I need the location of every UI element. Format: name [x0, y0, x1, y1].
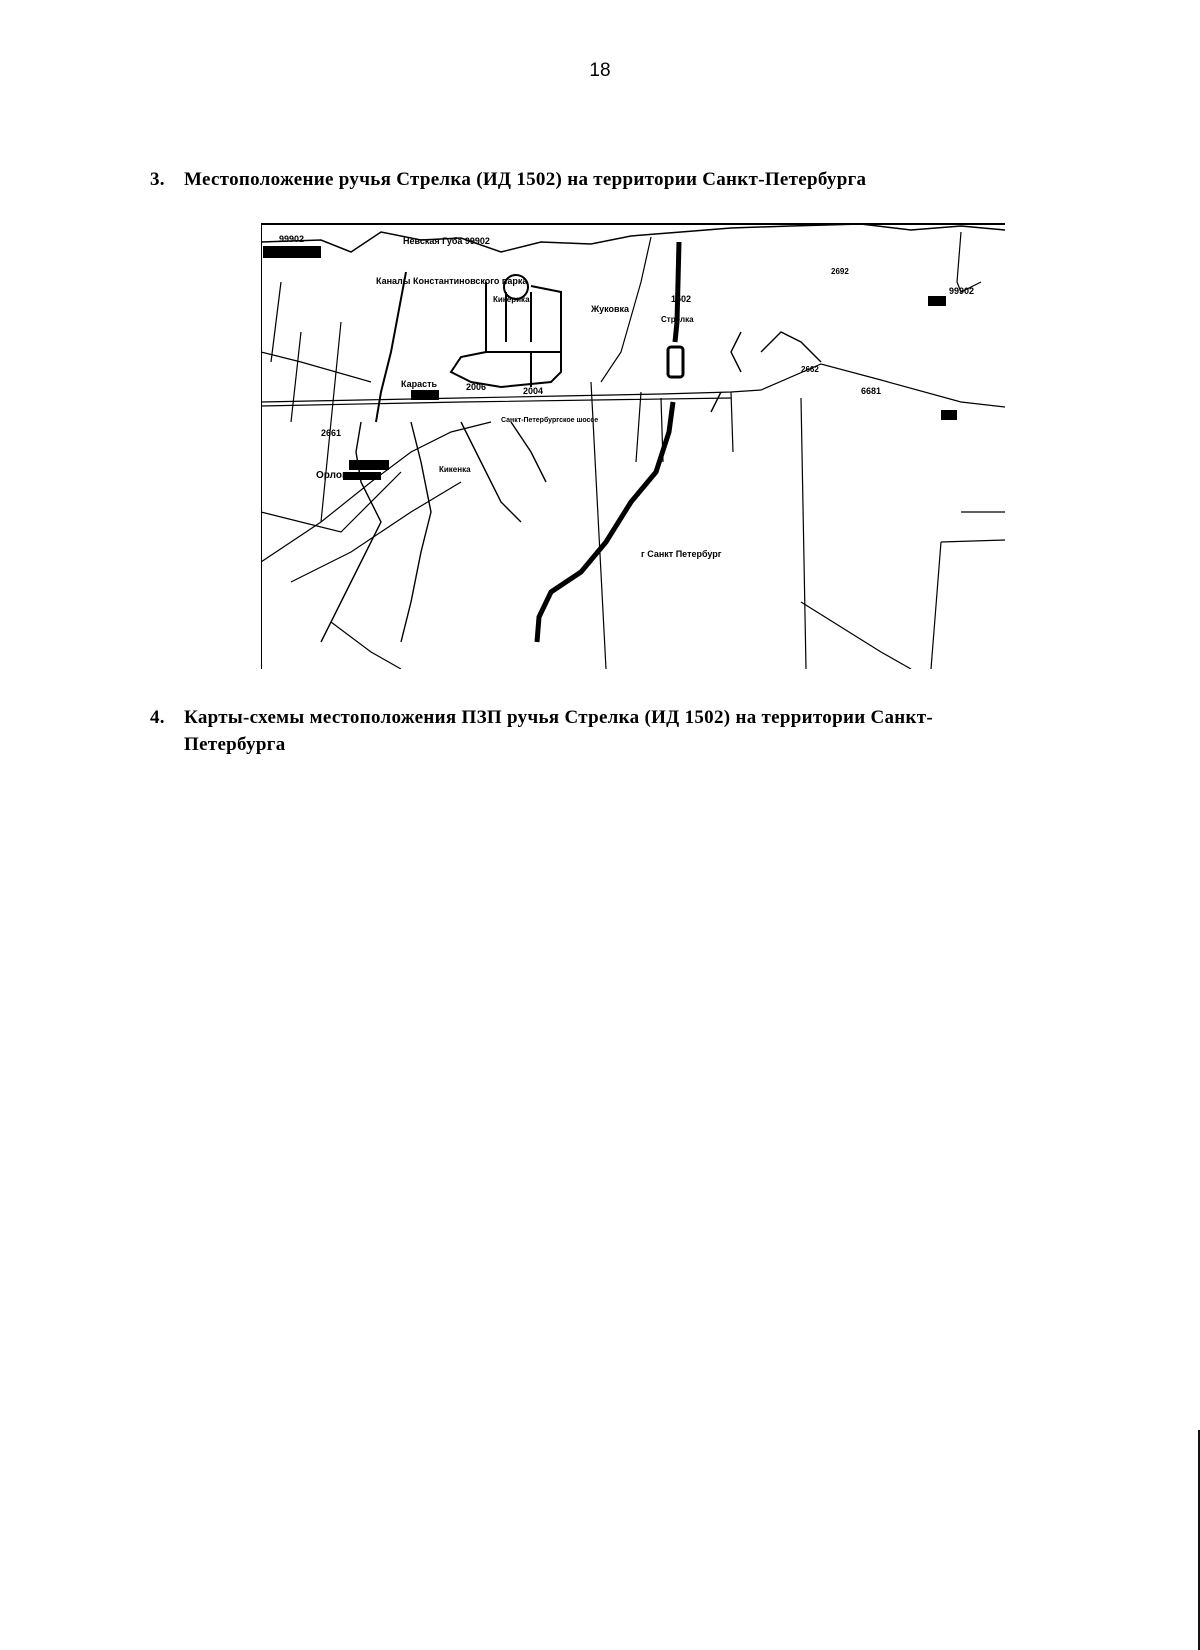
- map-label-code-2661: 2661: [321, 428, 342, 438]
- map-label-code-2692: 2692: [831, 267, 849, 276]
- section-3-title: Местоположение ручья Стрелка (ИД 1502) на территории Санкт-Петербурга: [184, 169, 867, 190]
- map-label-code-99902-left: 99902: [279, 234, 305, 244]
- section-3-number: 3.: [150, 169, 165, 190]
- map-label-zhukovka: Жуковка: [591, 304, 630, 314]
- map-frame: [261, 224, 1005, 669]
- map-label-karasta: Карасть: [401, 379, 438, 389]
- map-label-highway: Санкт-Петербургское шоссе: [501, 417, 599, 424]
- section-4-title-line2: Петербурга: [184, 734, 286, 755]
- map-label-kivupa: Кикерика: [493, 295, 530, 304]
- map-label-kikenka: Кикенка: [439, 465, 471, 474]
- coastline: [261, 224, 1005, 252]
- strelka-pond: [668, 347, 683, 377]
- roads: [261, 232, 1005, 669]
- map-drawing: [261, 222, 1005, 669]
- map-label-code-6681: 6681: [861, 386, 882, 396]
- map-label-code-99902-right: 99902: [949, 286, 975, 296]
- section-4-number: 4.: [150, 707, 165, 728]
- map-label-canals: Каналы Константиновского парка: [376, 276, 528, 286]
- map-label-code-2006: 2006: [466, 382, 487, 392]
- neva-bay-patch: [263, 246, 321, 258]
- section-4-title-line1: Карты-схемы местоположения ПЗП ручья Стрелка (ИД 1502) на территории Санкт-: [184, 707, 934, 728]
- map-label-strelka: Стрелка: [661, 315, 694, 324]
- map-label-city: г Санкт Петербург: [641, 549, 722, 559]
- map-label-code-2662: 2662: [801, 365, 819, 374]
- section-4-heading: [150, 704, 1150, 758]
- map-label-orlovka: Орловка: [316, 470, 359, 481]
- section-3-heading: [150, 166, 1150, 193]
- streams: [321, 332, 821, 642]
- map-label-neva-bay: Невская Губа 99902: [403, 236, 490, 246]
- strelka-stream: [675, 242, 679, 342]
- page-number: 18: [589, 60, 611, 81]
- location-map: [261, 222, 1005, 669]
- map-label-code-1502: 1502: [671, 294, 692, 304]
- map-label-code-2004: 2004: [523, 386, 544, 396]
- lower-stream: [537, 402, 673, 642]
